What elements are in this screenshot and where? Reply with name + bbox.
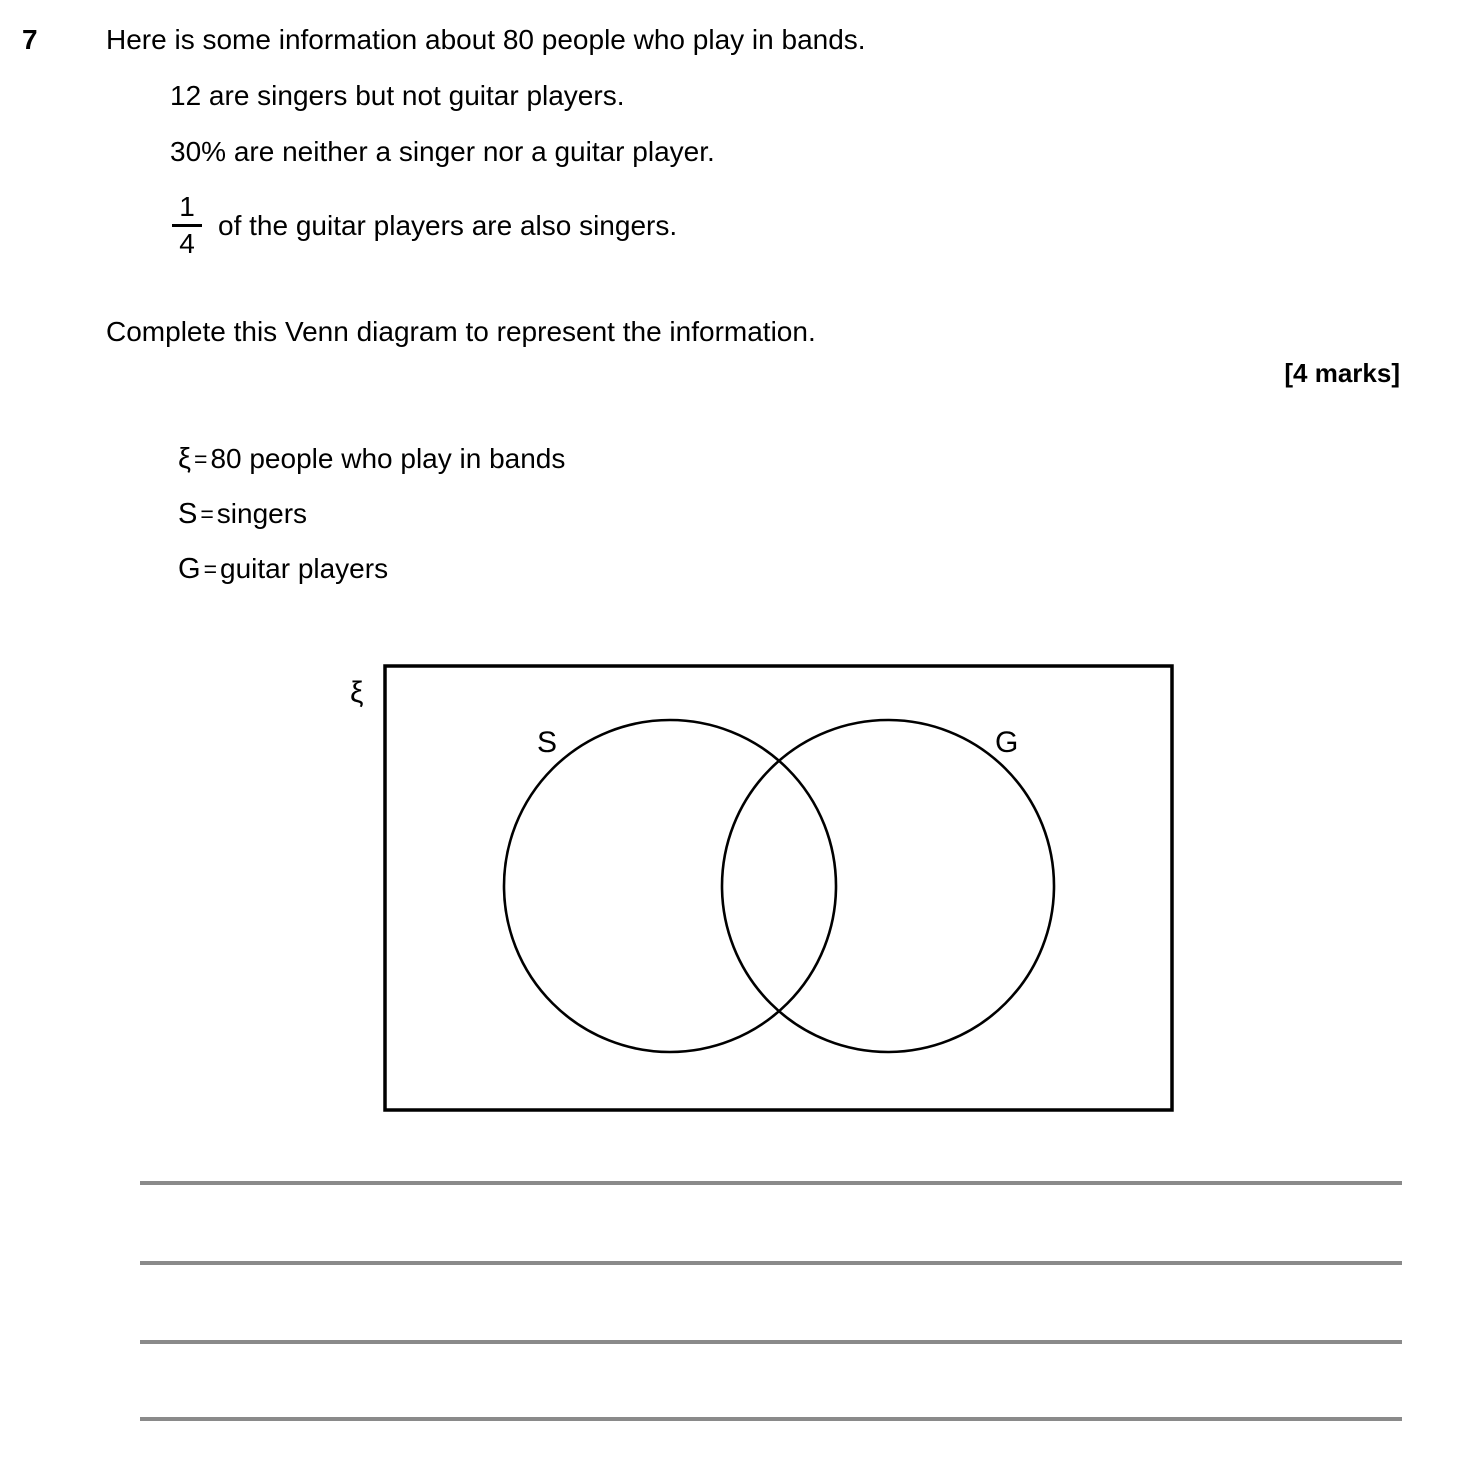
- key-set-g-symbol: G: [178, 553, 201, 585]
- venn-circle-s[interactable]: [504, 720, 836, 1052]
- key-universal-set: [178, 441, 565, 477]
- answer-line[interactable]: [140, 1340, 1402, 1344]
- venn-diagram[interactable]: [340, 660, 1190, 1130]
- fraction-numerator: 1: [179, 191, 195, 222]
- question-instruction: Complete this Venn diagram to represent the information.: [106, 316, 816, 347]
- question-stem: Here is some information about 80 people who play in bands.: [106, 24, 866, 55]
- fraction-bar: [172, 224, 202, 227]
- fraction-fact-text: of the guitar players are also singers.: [218, 209, 678, 241]
- key-set-s-symbol: S: [178, 498, 198, 530]
- key-set-s-text: singers: [216, 498, 308, 529]
- key-set-s: [178, 496, 307, 532]
- key-universal-equals: =: [194, 446, 208, 472]
- venn-universal-label: ξ: [350, 676, 364, 709]
- question-number: 7: [22, 24, 38, 55]
- venn-label-s: S: [537, 726, 558, 759]
- key-set-g-equals: =: [203, 556, 217, 582]
- question-fact-3: [170, 192, 677, 259]
- marks-label: [4 marks]: [1284, 358, 1400, 388]
- answer-line[interactable]: [140, 1261, 1402, 1265]
- fraction-denominator: 4: [179, 228, 195, 259]
- answer-line[interactable]: [140, 1417, 1402, 1421]
- key-universal-symbol: ξ: [178, 443, 191, 475]
- key-set-s-equals: =: [200, 501, 214, 527]
- venn-circle-g[interactable]: [722, 720, 1054, 1052]
- key-universal-text: 80 people who play in bands: [210, 443, 566, 474]
- fraction-one-quarter: [170, 192, 204, 259]
- question-fact-2: 30% are neither a singer nor a guitar player.: [170, 136, 715, 167]
- venn-label-g: G: [995, 726, 1019, 759]
- venn-diagram-svg: [340, 660, 1190, 1130]
- answer-line[interactable]: [140, 1181, 1402, 1185]
- key-set-g-text: guitar players: [220, 553, 389, 584]
- key-set-g: [178, 551, 388, 587]
- question-fact-1: 12 are singers but not guitar players.: [170, 80, 625, 111]
